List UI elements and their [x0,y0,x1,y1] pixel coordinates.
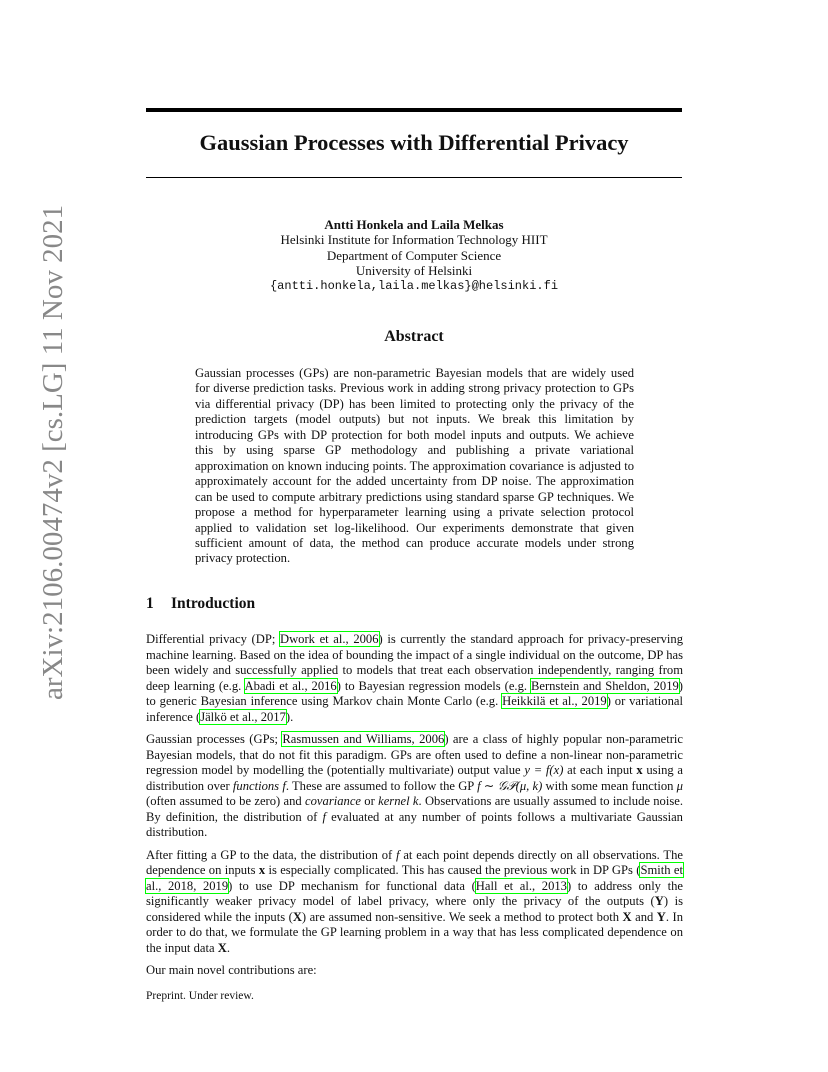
text-run: Differential privacy (DP; [146,632,280,646]
author-block [146,217,682,294]
text-run: or [361,794,379,808]
text-run: . [226,940,230,955]
math-inline: X [217,940,227,955]
section-heading-introduction [146,595,255,613]
paper-title: Gaussian Processes with Differential Privacy [199,130,629,155]
citation-link[interactable]: Abadi et al., 2016 [244,678,337,693]
text-run: . Observations are usually assumed to include noise. By definition, the distribution of [146,794,683,824]
math-inline: x [636,763,643,777]
citation-link[interactable]: Hall et al., 2013 [475,878,567,893]
emphasis: kernel [378,794,410,808]
citation-link[interactable]: Heikkilä et al., 2019 [502,694,607,708]
citation-link[interactable]: Smith et al., 2018, 2019 [146,863,684,893]
math-inline: X [622,909,632,924]
text-run: (often assumed to be zero) and [146,794,306,808]
math-inline: k [412,794,419,808]
title-top-rule [146,108,682,112]
text-run: . In order to do that, we formulate the GP learning problem in a way that has less complicated dependence on the input data [146,909,684,955]
paragraph-1 [146,632,683,725]
affiliation-university: University of Helsinki [355,263,473,279]
text-run: is especially complicated. This has caused the previous work in DP GPs ( [265,863,641,877]
math-inline: f ∼ 𝒢𝒫(μ, k) [477,778,543,793]
text-run: ) are assumed non-sensitive. We seek a method to protect both [301,909,623,924]
text-run: . These are assumed to follow the GP [285,778,478,793]
title-bottom-rule [146,177,682,178]
affiliation-department: Department of Computer Science [326,247,502,263]
math-inline: f [396,847,400,862]
abstract-text: Gaussian processes (GPs) are non-parametric Bayesian models that are widely used for diverse prediction tasks. Previous work in adding strong privacy protection to GPs via differential privacy (DP) has been limited to protecting only the privacy of the prediction targets (model outputs) but not inputs. We break this limitation by introducing GPs with DP protection for both model inputs and outputs. We achieve this by using sparse GP methodology and publishing a private variational approximation on known inducing points. The approximation covariance is adjusted to approximately account for the added uncertainty from DP noise. The approximation can be used to compute arbitrary predictions using standard sparse GP techniques. We propose a method for hyperparameter learning using a private selection protocol applied to validation set log-likelihood. Our experiments demonstrate that given sufficient amount of data, the method can produce accurate models under strong privacy protection. [195,366,634,566]
citation-link[interactable]: Bernstein and Sheldon, 2019 [530,678,679,693]
math-inline: x [258,863,266,877]
text-run: at each input [563,763,637,777]
author-email[interactable]: {antti.honkela,laila.melkas}@helsinki.fi [269,278,559,293]
affiliation-institute: Helsinki Institute for Information Technology HIIT [280,232,548,248]
preprint-footnote: Preprint. Under review. [146,990,254,1002]
text-run: ) are a class of highly popular non-parametric Bayesian models, that do not fit this paradigm. GPs are often used to define a non-linear non-parametric regression model by modelling the (potentially multivariate) output value [146,732,683,777]
paragraph-2 [146,732,683,841]
abstract-heading: Abstract [384,328,444,345]
citation-link[interactable]: Dwork et al., 2006 [279,632,379,646]
text-run: ) to generic Bayesian inference using Markov chain Monte Carlo (e.g. [146,678,683,708]
section-number: 1 [146,595,154,612]
emphasis: functions [232,778,280,793]
text-run: ) to Bayesian regression models (e.g. [336,678,531,693]
math-inline: Y [656,909,666,924]
math-inline: μ [676,778,683,793]
text-run: ) is considered while the inputs ( [146,894,683,924]
text-run: ) to address only the significantly weaker privacy model of label privacy, where only the privacy of the outputs ( [146,878,683,908]
citation-link[interactable]: Rasmussen and Williams, 2006 [282,732,445,746]
text-run: After fitting a GP to the data, the distribution of [146,847,397,862]
paragraph-4: Our main novel contributions are: [146,963,317,977]
arxiv-stamp: arXiv:2106.00474v2 [cs.LG] 11 Nov 2021 [37,204,69,700]
math-inline: X [292,909,302,924]
introduction-body [146,632,683,986]
math-inline: y = f(x) [524,763,564,777]
author-names: Antti Honkela and Laila Melkas [324,217,504,232]
text-run: ) or variational inference ( [146,694,683,724]
text-run: and [631,909,657,924]
section-title: Introduction [171,595,256,612]
text-run: Gaussian processes (GPs; [146,732,283,746]
text-run: ) is currently the standard approach for privacy-preserving machine learning. Based on the idea of bounding the impact of a single individual on the outcome, DP has been widely and successfully applied to models that treat each observation independently, ranging from deep learning (e.g. [146,632,683,693]
math-inline: f [282,778,286,793]
emphasis: covariance [305,794,361,808]
citation-link[interactable]: Jälkö et al., 2017 [200,709,286,724]
paragraph-3 [146,848,683,957]
text-run: at each point depends directly on all observations. The dependence on inputs [146,847,683,877]
text-run: evaluated at any number of points follows a multivariate Gaussian distribution. [146,809,683,839]
text-run: using a distribution over [146,763,683,793]
text-run: with some mean function [542,778,677,793]
math-inline: f [322,809,326,824]
text-run: ) to use DP mechanism for functional data ( [228,878,476,893]
text-run: ). [285,709,294,724]
math-inline: Y [654,894,664,908]
